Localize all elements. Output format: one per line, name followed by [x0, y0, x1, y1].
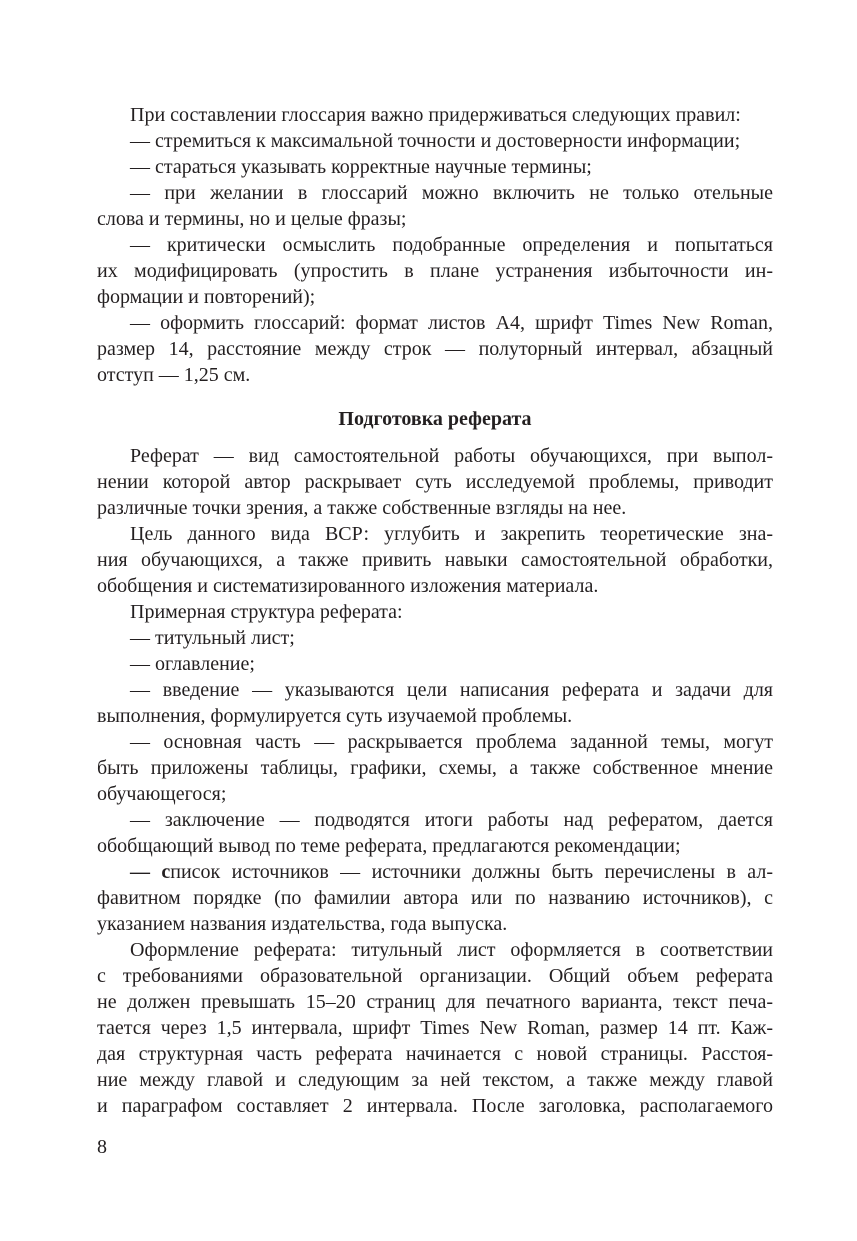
text-line: обучающегося; — [97, 783, 227, 805]
text-line: формации и повторений); — [97, 286, 316, 308]
paragraph — [97, 677, 773, 729]
paragraph — [97, 128, 773, 154]
paragraph — [97, 729, 773, 807]
text-line: — заключение — подводятся итоги работы над рефератом, дается — [130, 809, 773, 831]
text-line: дая структурная часть реферата начинается с новой страницы. Расстоя- — [97, 1043, 773, 1065]
text-line: — основная часть — раскрывается проблема заданной темы, могут — [130, 731, 773, 753]
text-line: — оформить глоссарий: формат листов А4, шрифт Times New Roman, — [130, 312, 773, 334]
text-line: не должен превышать 15–20 страниц для печатного варианта, текст печа- — [97, 991, 773, 1013]
page-number: 8 — [97, 1136, 107, 1158]
text-line: их модифицировать (упростить в плане устранения избыточности ин- — [97, 260, 773, 282]
paragraph — [97, 625, 773, 651]
text-line: — критически осмыслить подобранные определения и попытаться — [130, 234, 773, 256]
text-line: тается через 1,5 интервала, шрифт Times New Roman, размер 14 пт. Каж- — [97, 1017, 773, 1039]
text-line: выполнения, формулируется суть изучаемой проблемы. — [97, 705, 573, 727]
text-line: — стараться указывать корректные научные термины; — [130, 156, 592, 178]
text-line-rest: писок источников — источники должны быть перечислены в ал- — [170, 861, 773, 883]
text-line — [97, 859, 773, 885]
text-line: — оглавление; — [130, 653, 255, 675]
paragraph — [97, 102, 773, 128]
text-line: фавитном порядке (по фамилии автора или по названию источников), с — [97, 887, 773, 909]
text-line: — при желании в глоссарий можно включить не только отельные — [130, 182, 773, 204]
text-line: Оформление реферата: титульный лист оформляется в соответствии — [130, 939, 773, 961]
text-line: нении которой автор раскрывает суть исследуемой проблемы, приводит — [97, 471, 773, 493]
text-line: — стремиться к максимальной точности и достоверности информации; — [130, 130, 741, 152]
text-line: и параграфом составляет 2 интервала. После заголовка, располагаемого — [97, 1095, 773, 1117]
paragraph — [97, 859, 773, 937]
bold-prefix: — с — [130, 861, 171, 883]
text-line: ние между главой и следующим за ней текстом, а также между главой — [97, 1069, 773, 1091]
text-line: указанием названия издательства, года выпуска. — [97, 913, 508, 935]
paragraph — [97, 180, 773, 232]
text-line: различные точки зрения, а также собственные взгляды на нее. — [97, 497, 627, 519]
paragraph — [97, 807, 773, 859]
text-line: Цель данного вида ВСР: углубить и закрепить теоретические зна- — [130, 523, 773, 545]
paragraph — [97, 443, 773, 521]
text-line: — введение — указываются цели написания реферата и задачи для — [130, 679, 773, 701]
paragraph — [97, 651, 773, 677]
text-line: с требованиями образовательной организации. Общий объем реферата — [97, 965, 773, 987]
paragraph — [97, 232, 773, 310]
text-line: размер 14, расстояние между строк — полуторный интервал, абзацный — [97, 338, 773, 360]
text-line: отступ — 1,25 см. — [97, 364, 251, 386]
page-body — [97, 102, 773, 1119]
paragraph — [97, 937, 773, 1119]
text-line: — титульный лист; — [130, 627, 295, 649]
text-line: При составлении глоссария важно придерживаться следующих правил: — [130, 104, 741, 126]
paragraph — [97, 599, 773, 625]
text-line: Реферат — вид самостоятельной работы обучающихся, при выпол- — [130, 445, 773, 467]
section-heading: Подготовка реферата — [338, 408, 532, 430]
text-line: обобщающий вывод по теме реферата, предлагаются рекомендации; — [97, 835, 681, 857]
paragraph — [97, 154, 773, 180]
text-line: ния обучающихся, а также привить навыки самостоятельной обработки, — [97, 549, 773, 571]
text-line: слова и термины, но и целые фразы; — [97, 208, 407, 230]
text-line: Примерная структура реферата: — [130, 601, 403, 623]
paragraph — [97, 521, 773, 599]
text-line: быть приложены таблицы, графики, схемы, а также собственное мнение — [97, 757, 773, 779]
text-line: обобщения и систематизированного изложения материала. — [97, 575, 599, 597]
paragraph — [97, 310, 773, 388]
